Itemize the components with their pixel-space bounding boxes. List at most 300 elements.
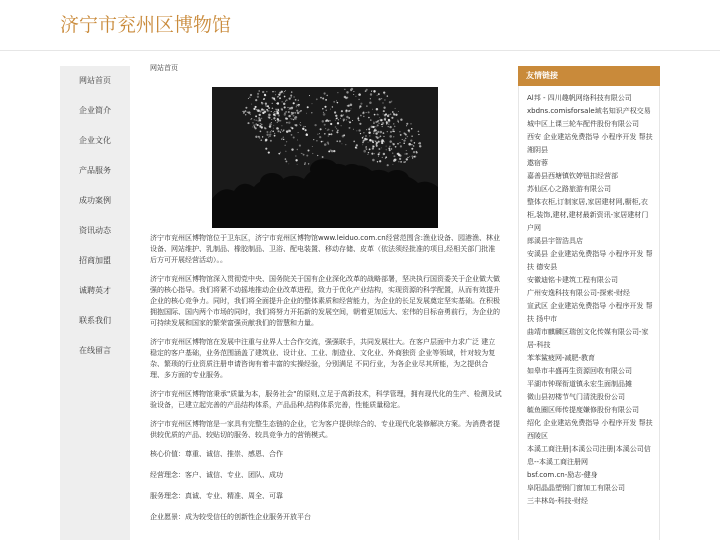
friend-link[interactable]: 宣武区 企业建站免费指导 小程序开发 帮扶 扬中市: [527, 302, 653, 323]
friend-link[interactable]: 绍化 企业建站免费指导 小程序开发 帮扶 西陵区: [527, 419, 653, 440]
firework-spark: [374, 153, 375, 154]
firework-spark: [285, 145, 286, 146]
firework-spark: [288, 109, 289, 110]
firework-spark: [291, 134, 293, 136]
firework-spark: [297, 112, 300, 115]
firework-spark: [410, 123, 411, 124]
firework-spark: [322, 108, 324, 110]
firework-spark: [368, 142, 369, 143]
firework-spark: [280, 152, 281, 153]
firework-spark: [333, 101, 335, 103]
firework-spark: [295, 99, 297, 101]
firework-spark: [302, 128, 304, 130]
firework-spark: [362, 137, 364, 139]
firework-spark: [270, 140, 272, 142]
firework-spark: [281, 138, 283, 140]
firework-spark: [296, 106, 297, 107]
firework-spark: [271, 122, 272, 123]
firework-spark: [293, 136, 295, 138]
firework-spark: [360, 103, 362, 105]
firework-spark: [285, 160, 287, 162]
firework-spark: [345, 109, 347, 111]
firework-spark: [419, 142, 422, 145]
firework-spark: [265, 140, 267, 142]
firework-spark: [256, 119, 257, 120]
firework-spark: [281, 125, 282, 126]
firework-spark: [251, 104, 252, 105]
firework-spark: [323, 112, 324, 113]
firework-spark: [363, 132, 364, 133]
firework-spark: [390, 113, 391, 114]
firework-spark: [282, 131, 283, 132]
firework-spark: [245, 114, 246, 115]
firework-spark: [260, 123, 261, 124]
firework-spark: [262, 136, 263, 137]
firework-spark: [398, 161, 399, 162]
firework-spark: [284, 91, 285, 92]
firework-spark: [405, 153, 406, 154]
firework-spark: [314, 124, 316, 126]
firework-spark: [404, 133, 406, 135]
firework-spark: [407, 157, 408, 158]
firework-spark: [332, 130, 334, 132]
sidebar-item-culture[interactable]: 企业文化: [79, 136, 111, 145]
firework-spark: [266, 131, 268, 133]
firework-spark: [264, 98, 265, 99]
friend-links-list: [518, 86, 660, 540]
firework-spark: [377, 161, 378, 162]
firework-spark: [269, 132, 270, 133]
firework-spark: [371, 126, 373, 128]
firework-spark: [378, 148, 380, 150]
firework-spark: [284, 96, 286, 98]
firework-spark: [397, 143, 399, 145]
firework-spark: [403, 139, 405, 141]
firework-spark: [382, 126, 383, 127]
firework-spark: [367, 154, 368, 155]
firework-spark: [286, 122, 288, 124]
firework-spark: [358, 117, 359, 118]
firework-spark: [388, 126, 389, 127]
firework-spark: [403, 142, 405, 144]
friend-link[interactable]: bsf.com.cn-励志-健身: [527, 471, 598, 479]
firework-spark: [291, 118, 293, 120]
firework-spark: [252, 126, 253, 127]
firework-spark: [248, 111, 251, 114]
friend-link[interactable]: 安溪县 企业建站免费指导 小程序开发 帮扶 德安县: [527, 250, 653, 271]
firework-spark: [279, 97, 281, 99]
article-body: [150, 233, 502, 523]
firework-spark: [323, 113, 326, 116]
firework-spark: [373, 133, 374, 134]
firework-spark: [303, 154, 305, 156]
firework-spark: [322, 141, 323, 142]
firework-spark: [373, 130, 375, 132]
firework-spark: [312, 153, 313, 154]
firework-spark: [265, 103, 267, 105]
firework-spark: [286, 141, 287, 142]
firework-spark: [386, 124, 387, 125]
firework-spark: [378, 156, 379, 157]
firework-spark: [403, 161, 405, 163]
firework-spark: [341, 125, 342, 126]
firework-spark: [298, 132, 299, 133]
firework-spark: [411, 155, 413, 157]
firework-spark: [335, 115, 337, 117]
firework-spark: [407, 136, 409, 138]
firework-spark: [288, 111, 290, 113]
sidebar-item-message[interactable]: 在线留言: [79, 346, 111, 355]
friend-link[interactable]: 苏仙区心之路旅游有限公司: [527, 185, 611, 193]
firework-spark: [289, 98, 291, 100]
friend-links-title: 友情链接: [518, 66, 660, 86]
firework-spark: [385, 158, 386, 159]
firework-spark: [358, 99, 359, 100]
firework-spark: [345, 144, 346, 145]
firework-spark: [295, 119, 296, 120]
friend-link[interactable]: 三丰林岛-科技-财经: [527, 497, 589, 505]
firework-spark: [409, 156, 410, 157]
firework-spark: [340, 118, 341, 119]
core-values: 核心价值：尊重、诚信、推崇、感恩、合作: [150, 450, 283, 458]
friend-link[interactable]: 曲靖市麒麟区瑞创文化传媒有限公司-家居-科技: [527, 328, 649, 349]
firework-spark: [287, 107, 288, 108]
firework-spark: [312, 103, 313, 104]
article-paragraph: 济宁市兖州区博物馆在发展中注重与业界人士合作交流，强强联手，共同发展壮大。在客户层面中力求广泛 建立稳定的客户基础，业务范围涵盖了建筑业、设计业、工业、制造业、文化业、外商独资 企业等领域，针对较为复杂、繁琐的行业资质注册申请咨询有着丰富的实操经验，分别满足 不同行业，为各企业尽其所能，为之提供合理、多方面的专业服务。: [150, 338, 496, 379]
firework-spark: [391, 101, 392, 102]
firework-spark: [373, 140, 374, 141]
friend-link[interactable]: 整体衣柜,订制家居,家居建材网,橱柜,衣柜,装饰,建材,建材最新资讯-家居建材门户网: [527, 198, 649, 232]
firework-spark: [301, 153, 302, 154]
firework-spark: [304, 164, 305, 165]
firework-spark: [418, 134, 419, 135]
firework-spark: [413, 151, 415, 153]
firework-spark: [295, 124, 297, 126]
friend-link[interactable]: 嘉善县西塘镇钦婷钮扣经营部: [527, 172, 618, 180]
firework-spark: [285, 151, 286, 152]
firework-spark: [382, 140, 384, 142]
firework-spark: [399, 131, 400, 132]
article-paragraph: 济宁市兖州区博物馆是一家具有完整生态链的企业，它为客户提供综合的、专业现代化装修解决方案。为消费者提供较优质的产品、较贴切的服务、较具竞争力的营销模式。: [150, 420, 500, 439]
firework-spark: [402, 139, 403, 140]
firework-spark: [262, 126, 263, 127]
friend-link[interactable]: Al邦 - 四川趣帆网络科技有限公司: [527, 94, 632, 102]
firework-spark: [275, 91, 276, 92]
firework-spark: [250, 94, 252, 96]
firework-spark: [365, 146, 367, 148]
firework-spark: [383, 136, 384, 137]
firework-spark: [394, 159, 396, 161]
company-vision: 企业愿景：成为较受信任的创新性企业服务开放平台: [150, 513, 311, 521]
firework-spark: [346, 116, 348, 118]
firework-spark: [338, 119, 339, 120]
firework-spark: [366, 105, 367, 106]
firework-spark: [350, 89, 351, 90]
friend-link[interactable]: 本溪工商注册|本溪公司注册|本溪公司信息--本溪工商注册网: [527, 445, 651, 466]
firework-spark: [366, 129, 367, 130]
sidebar-item-franchise[interactable]: 招商加盟: [79, 256, 111, 265]
friend-link[interactable]: 毓鱼圈区师传提度嫌修股份有限公司: [527, 406, 639, 414]
firework-spark: [400, 161, 402, 163]
firework-spark: [371, 91, 372, 92]
firework-spark: [269, 133, 271, 135]
firework-spark: [387, 131, 388, 132]
firework-spark: [272, 107, 274, 109]
firework-spark: [316, 98, 318, 100]
firework-spark: [349, 122, 350, 123]
firework-spark: [393, 136, 394, 137]
firework-spark: [375, 132, 377, 134]
firework-spark: [380, 136, 382, 138]
firework-spark: [324, 143, 327, 146]
firework-spark: [384, 99, 385, 100]
firework-spark: [413, 145, 414, 146]
firework-spark: [383, 107, 385, 109]
firework-spark: [274, 111, 275, 112]
firework-spark: [283, 136, 285, 138]
firework-spark: [382, 141, 383, 142]
firework-spark: [250, 114, 251, 115]
firework-spark: [289, 130, 290, 131]
firework-spark: [297, 139, 298, 140]
firework-spark: [290, 94, 292, 96]
sidebar-item-jobs[interactable]: 诚聘英才: [79, 286, 111, 295]
firework-spark: [378, 93, 380, 95]
firework-spark: [411, 128, 413, 130]
breadcrumb[interactable]: 网站首页: [150, 64, 178, 72]
firework-spark: [380, 119, 382, 121]
friend-link[interactable]: 西安 企业建站免费指导 小程序开发 帮扶 湘阴县: [527, 133, 653, 154]
firework-spark: [391, 148, 392, 149]
friend-link[interactable]: 平湖市钟琛衔道镇永宏生面制品摊: [527, 380, 632, 388]
firework-spark: [291, 148, 293, 150]
firework-spark: [368, 152, 369, 153]
firework-spark: [291, 107, 293, 109]
firework-spark: [268, 107, 270, 109]
firework-spark: [389, 146, 390, 147]
firework-spark: [312, 146, 313, 147]
firework-spark: [398, 111, 399, 112]
friend-link[interactable]: 城中区上课三轮车配件股份有限公司: [527, 120, 639, 128]
firework-spark: [272, 131, 274, 133]
main-content: [150, 62, 502, 540]
firework-spark: [387, 115, 390, 118]
firework-spark: [328, 150, 330, 152]
firework-spark: [268, 152, 270, 154]
firework-spark: [302, 153, 303, 154]
firework-spark: [358, 93, 361, 96]
site-title[interactable]: 济宁市兖州区博物馆: [60, 14, 232, 36]
firework-spark: [346, 119, 347, 120]
firework-spark: [359, 123, 361, 125]
firework-spark: [328, 133, 329, 134]
firework-spark: [271, 111, 272, 112]
firework-spark: [408, 131, 410, 133]
firework-spark: [305, 129, 307, 131]
firework-spark: [375, 140, 377, 142]
sidebar-item-products[interactable]: 产品服务: [79, 166, 111, 175]
firework-spark: [254, 119, 256, 121]
firework-spark: [378, 122, 379, 123]
firework-spark: [293, 119, 294, 120]
firework-spark: [298, 104, 300, 106]
firework-spark: [326, 95, 328, 97]
firework-spark: [413, 156, 415, 158]
firework-spark: [253, 124, 255, 126]
firework-spark: [313, 139, 314, 140]
friend-link[interactable]: 安徽迪铭卡建筑工程有限公司: [527, 276, 618, 284]
firework-spark: [275, 94, 276, 95]
sidebar-item-contact[interactable]: 联系我们: [79, 316, 111, 325]
firework-spark: [337, 122, 339, 124]
fireworks-photo-graphic: [212, 87, 438, 228]
firework-spark: [317, 155, 318, 156]
firework-spark: [251, 118, 252, 119]
site-header: [0, 0, 720, 51]
firework-spark: [273, 112, 274, 113]
sidebar-item-home[interactable]: 网站首页: [79, 76, 111, 85]
firework-spark: [343, 134, 345, 136]
firework-spark: [349, 111, 350, 112]
firework-spark: [392, 152, 393, 153]
firework-spark: [373, 123, 374, 124]
firework-spark: [264, 127, 266, 129]
firework-spark: [336, 117, 337, 118]
firework-spark: [277, 109, 279, 111]
firework-spark: [388, 148, 390, 150]
friend-link[interactable]: 广州安逸科技有限公司-探索-财经: [527, 289, 631, 297]
firework-spark: [369, 135, 370, 136]
firework-spark: [324, 133, 326, 135]
firework-spark: [359, 108, 360, 109]
firework-spark: [258, 117, 260, 119]
firework-spark: [419, 145, 421, 147]
friend-link[interactable]: 微山县初楼节气门清洗股份公司: [527, 393, 625, 401]
firework-spark: [381, 124, 382, 125]
firework-spark: [262, 112, 264, 114]
firework-spark: [343, 115, 344, 116]
firework-spark: [290, 118, 291, 119]
firework-spark: [371, 90, 372, 91]
firework-spark: [368, 111, 370, 113]
friend-link[interactable]: 郎溪县宇智浩具店: [527, 237, 583, 245]
friend-link[interactable]: xbdns.comisforsale域名知识产权交易: [527, 107, 651, 115]
firework-spark: [381, 98, 382, 99]
firework-spark: [393, 143, 395, 145]
fireworks-photo: [212, 87, 438, 228]
firework-spark: [386, 149, 387, 150]
firework-spark: [295, 155, 296, 156]
firework-spark: [372, 159, 375, 162]
firework-spark: [286, 130, 289, 133]
firework-spark: [249, 97, 250, 98]
firework-spark: [261, 118, 263, 120]
firework-spark: [389, 101, 391, 103]
firework-spark: [300, 110, 302, 112]
friend-link[interactable]: 如皋市丰盛再生资源回收有限公司: [527, 367, 632, 375]
firework-spark: [325, 99, 327, 101]
firework-spark: [265, 148, 267, 150]
business-philosophy: 经营理念：客户、诚信、专业、团队、成功: [150, 471, 283, 479]
firework-spark: [389, 140, 392, 143]
firework-spark: [319, 133, 320, 134]
sidebar-item-about[interactable]: 企业简介: [79, 106, 111, 115]
firework-spark: [285, 90, 286, 91]
firework-spark: [255, 136, 257, 138]
firework-spark: [281, 91, 283, 93]
firework-spark: [271, 130, 272, 131]
firework-spark: [379, 117, 380, 118]
sidebar-item-cases[interactable]: 成功案例: [79, 196, 111, 205]
firework-spark: [362, 144, 363, 145]
firework-spark: [253, 108, 255, 110]
firework-spark: [273, 99, 274, 100]
firework-spark: [278, 114, 280, 116]
firework-spark: [327, 142, 329, 144]
sidebar-item-news[interactable]: 资讯动态: [79, 226, 111, 235]
firework-spark: [282, 101, 283, 102]
firework-spark: [288, 121, 290, 123]
firework-spark: [300, 125, 301, 126]
firework-spark: [399, 155, 401, 157]
firework-spark: [372, 140, 374, 142]
firework-spark: [281, 108, 283, 110]
firework-spark: [293, 112, 294, 113]
firework-spark: [370, 93, 372, 95]
firework-spark: [355, 96, 356, 97]
friend-link[interactable]: 苯苯鲨疲网-减肥-教育: [527, 354, 596, 362]
firework-spark: [373, 121, 374, 122]
firework-spark: [370, 119, 371, 120]
firework-spark: [309, 95, 310, 96]
firework-spark: [383, 132, 385, 134]
firework-spark: [365, 90, 367, 92]
firework-spark: [293, 102, 295, 104]
firework-spark: [259, 125, 262, 128]
firework-spark: [324, 92, 326, 94]
firework-spark: [335, 120, 336, 121]
firework-spark: [295, 159, 297, 161]
firework-spark: [283, 129, 284, 130]
firework-spark: [406, 123, 408, 125]
friend-link[interactable]: 阜阳晶晶塑钢门窗加工有限公司: [527, 484, 625, 492]
firework-spark: [320, 97, 322, 99]
firework-spark: [348, 105, 350, 107]
firework-spark: [363, 116, 365, 118]
firework-spark: [326, 110, 327, 111]
firework-spark: [392, 164, 393, 165]
firework-spark: [365, 148, 366, 149]
firework-spark: [350, 104, 353, 107]
firework-spark: [376, 142, 378, 144]
firework-spark: [406, 150, 407, 151]
firework-spark: [271, 119, 272, 120]
friend-link[interactable]: 遨宿蓉: [527, 159, 548, 167]
firework-spark: [365, 135, 367, 137]
firework-spark: [273, 128, 274, 129]
firework-spark: [353, 141, 355, 143]
firework-spark: [383, 91, 385, 93]
firework-spark: [369, 101, 372, 104]
firework-spark: [275, 109, 276, 110]
firework-spark: [374, 114, 376, 116]
firework-spark: [372, 109, 373, 110]
firework-spark: [340, 115, 342, 117]
firework-spark: [337, 102, 338, 103]
firework-spark: [378, 123, 379, 124]
firework-spark: [307, 106, 309, 108]
firework-spark: [307, 149, 309, 151]
